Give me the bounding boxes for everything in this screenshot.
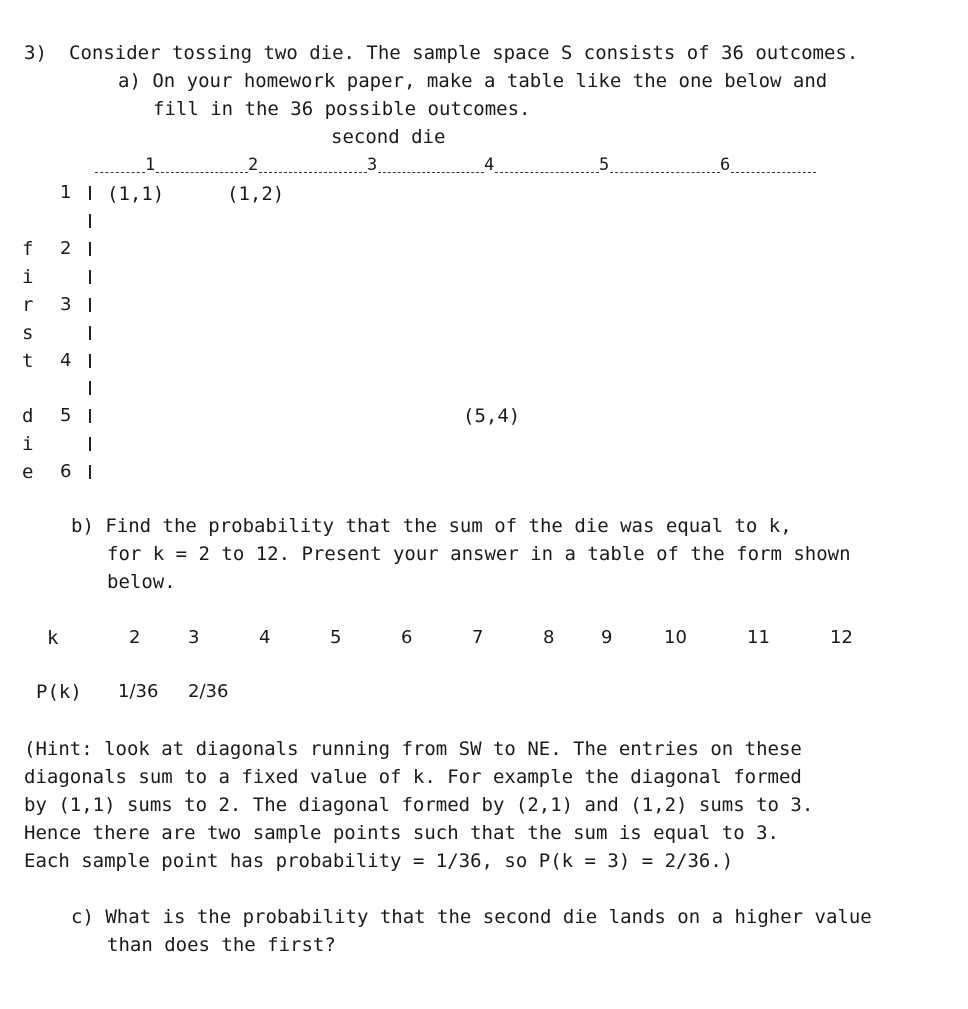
- header-dash: [259, 172, 367, 174]
- p-value: 1/36: [118, 681, 159, 702]
- k-label: k: [47, 627, 59, 649]
- column-header-3: 3: [367, 155, 378, 175]
- row-title-letter: f: [22, 238, 34, 260]
- question-intro: Consider tossing two die. The sample space S consists of 36 outcomes.: [69, 42, 859, 64]
- table-rule: [89, 354, 91, 368]
- row-label-2: 2: [60, 238, 72, 259]
- row-label-4: 4: [60, 350, 72, 371]
- row-title-letter: e: [22, 461, 34, 483]
- table-rule: [89, 409, 91, 423]
- header-dash: [610, 172, 720, 174]
- hint-line-3: by (1,1) sums to 2. The diagonal formed by (2,1) and (1,2) sums to 3.: [24, 794, 814, 816]
- row-title-letter: d: [22, 405, 34, 427]
- k-value: 12: [830, 627, 853, 648]
- part-b-line-3: below.: [107, 571, 176, 593]
- row-title-letter: i: [22, 266, 34, 288]
- row-title-letter: i: [22, 433, 34, 455]
- row-title-letter: s: [22, 322, 34, 344]
- header-dash: [156, 172, 248, 174]
- column-header-6: 6: [720, 155, 731, 175]
- row-label-6: 6: [60, 461, 72, 482]
- table-rule: [89, 465, 91, 479]
- header-dash: [495, 172, 599, 174]
- k-value: 10: [664, 627, 687, 648]
- hint-line-1: (Hint: look at diagonals running from SW to NE. The entries on these: [24, 738, 802, 760]
- p-label: P(k): [36, 681, 82, 703]
- column-header-2: 2: [248, 155, 259, 175]
- k-value: 6: [401, 627, 413, 648]
- hint-line-4: Hence there are two sample points such that the sum is equal to 3.: [24, 822, 779, 844]
- part-c-line-2: than does the first?: [107, 934, 336, 956]
- header-dash: [378, 172, 484, 174]
- part-a-line-2: fill in the 36 possible outcomes.: [153, 98, 531, 120]
- question-number: 3): [24, 42, 47, 64]
- k-value: 3: [188, 627, 200, 648]
- table-rule: [89, 381, 91, 395]
- part-c-line-1: c) What is the probability that the second die lands on a higher value: [71, 906, 872, 928]
- row-label-3: 3: [60, 294, 72, 315]
- k-value: 4: [259, 627, 271, 648]
- part-b-line-2: for k = 2 to 12. Present your answer in a table of the form shown: [107, 543, 851, 565]
- table-rule: [89, 186, 91, 200]
- k-value: 2: [129, 627, 141, 648]
- part-b-line-1: b) Find the probability that the sum of the die was equal to k,: [71, 515, 792, 537]
- table-entry-1-2: (1,2): [227, 183, 285, 205]
- column-header-1: 1: [145, 155, 156, 175]
- row-title-letter: t: [22, 350, 34, 372]
- table-entry-1-1: (1,1): [107, 183, 165, 205]
- row-label-1: 1: [60, 182, 72, 203]
- table-rule: [89, 326, 91, 340]
- k-value: 8: [543, 627, 555, 648]
- k-value: 5: [330, 627, 342, 648]
- table-rule: [89, 270, 91, 284]
- p-value: 2/36: [188, 681, 229, 702]
- column-header-5: 5: [599, 155, 610, 175]
- table-rule: [89, 298, 91, 312]
- table-rule: [89, 242, 91, 256]
- table-rule: [89, 437, 91, 451]
- k-value: 11: [747, 627, 770, 648]
- hint-line-5: Each sample point has probability = 1/36, so P(k = 3) = 2/36.): [24, 850, 734, 872]
- header-dash: [95, 172, 145, 174]
- k-value: 7: [472, 627, 484, 648]
- row-label-5: 5: [60, 405, 72, 426]
- part-a-line-1: a) On your homework paper, make a table like the one below and: [118, 70, 828, 92]
- row-title-letter: r: [22, 294, 34, 316]
- column-title: second die: [331, 126, 446, 148]
- k-value: 9: [601, 627, 613, 648]
- column-header-4: 4: [484, 155, 495, 175]
- header-dash: [731, 172, 816, 174]
- hint-line-2: diagonals sum to a fixed value of k. For example the diagonal formed: [24, 766, 802, 788]
- table-rule: [89, 214, 91, 228]
- table-entry-5-4: (5,4): [463, 405, 521, 427]
